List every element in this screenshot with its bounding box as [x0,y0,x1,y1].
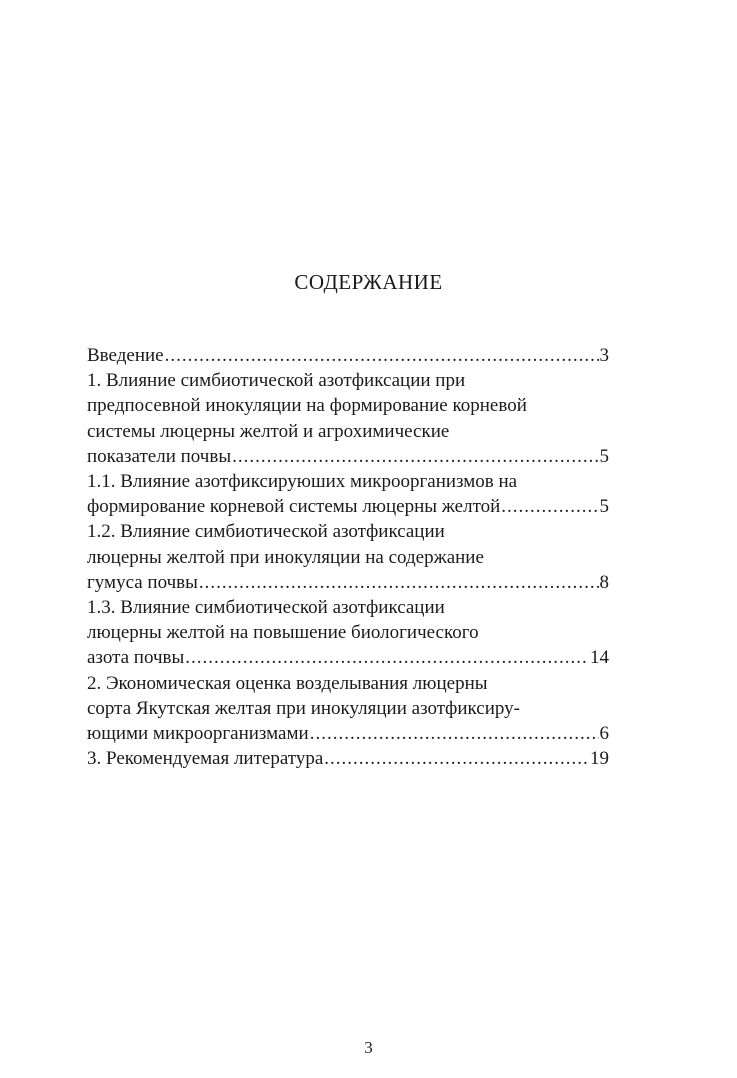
toc-entry-line: 1.3. Влияние симбиотической азотфиксации [87,597,445,619]
toc-entry-text: 3. Рекомендуемая литература [87,748,324,770]
toc-page-number: 5 [599,496,609,518]
dot-leader [324,746,589,771]
toc-entry-introduction[interactable] [87,343,609,368]
toc-page-number: 3 [599,345,609,366]
dot-leader [501,494,598,519]
table-of-contents [87,343,609,771]
toc-page-number: 6 [599,723,609,745]
toc-entry-section-1-2[interactable] [87,519,609,595]
toc-entry-last-line [87,444,609,469]
toc-entry-last-line [87,645,609,670]
toc-page-number: 5 [599,445,609,467]
toc-entry-text: ющими микроорганизмами [87,723,309,745]
toc-entry-section-1-3[interactable] [87,595,609,671]
toc-entry-last-line [87,746,609,771]
toc-page-number: 14 [590,647,609,669]
toc-entry-line: системы люцерны желтой и агрохимические [87,420,450,442]
dot-leader [185,645,589,670]
page-number: 3 [364,1038,373,1057]
toc-entry-last-line [87,494,609,519]
toc-entry-line: предпосевной инокуляции на формирование корневой [87,395,527,417]
toc-entry-line: 1.2. Влияние симбиотической азотфиксации [87,521,445,543]
toc-entry-text: гумуса почвы [87,571,198,593]
toc-entry-chapter-1[interactable] [87,368,609,469]
toc-entry-line: 1. Влияние симбиотической азотфиксации при [87,370,466,392]
toc-entry-section-1-1[interactable] [87,469,609,519]
toc-entry-last-line [87,721,609,746]
toc-entry-last-line [87,570,609,595]
toc-entry-last-line [87,343,609,368]
dot-leader [165,343,599,368]
toc-page-number: 8 [599,571,609,593]
toc-entry-line: люцерны желтой на повышение биологического [87,622,479,644]
toc-entry-text: Введение [87,345,164,366]
toc-entry-text: показатели почвы [87,445,232,467]
toc-entry-line: сорта Якутская желтая при инокуляции азотфиксиру- [87,697,520,719]
dot-leader [199,570,599,595]
toc-entry-line: 2. Экономическая оценка возделывания люцерны [87,672,488,694]
toc-entry-text: формирование корневой системы люцерны желтой [87,496,501,518]
toc-title: СОДЕРЖАНИЕ [294,270,443,294]
toc-entry-text: азота почвы [87,647,185,669]
toc-entry-chapter-2[interactable] [87,671,609,747]
dot-leader [310,721,599,746]
toc-entry-line: 1.1. Влияние азотфиксируюших микроорганизмов на [87,471,518,493]
toc-entry-line: люцерны желтой при инокуляции на содержание [87,546,484,568]
dot-leader [232,444,598,469]
toc-entry-chapter-3[interactable] [87,746,609,771]
toc-page-number: 19 [590,748,609,770]
